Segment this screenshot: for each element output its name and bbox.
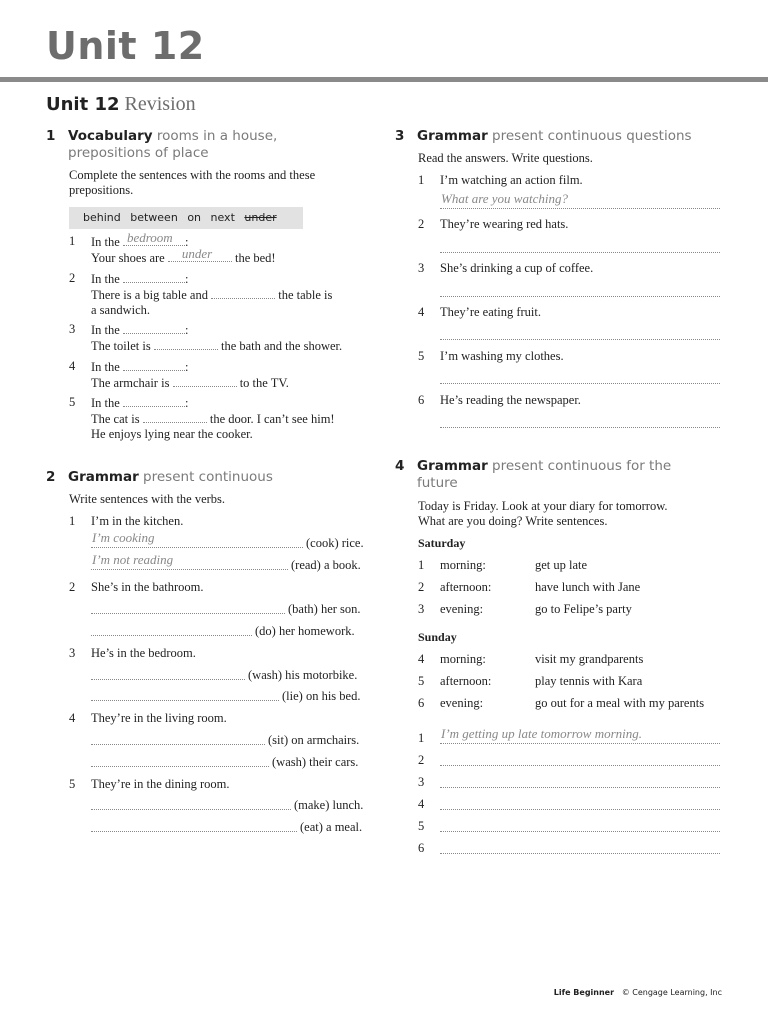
answer-blank[interactable] (123, 395, 185, 407)
answer-line[interactable] (91, 730, 265, 745)
diary-activity: go to Felipe’s party (535, 602, 632, 616)
answer-blank[interactable] (173, 375, 237, 387)
sentence-number: 6 (418, 841, 425, 855)
revision-label: Revision (124, 93, 196, 115)
ex4-instruction (418, 499, 668, 529)
ex4-heading (395, 458, 735, 492)
sentence-number: 3 (418, 775, 425, 789)
ex2-group-number: 4 (69, 711, 76, 725)
verb-cue: (wash) his motorbike. (248, 668, 358, 682)
colon: : (184, 396, 189, 410)
ex2-group-number: 1 (69, 514, 76, 528)
diary-time: morning: (440, 652, 486, 666)
diary-activity: visit my grandparents (535, 652, 644, 666)
sentence-line[interactable] (440, 817, 720, 832)
ex1-item-5 (91, 395, 335, 442)
ex3-answer-text: They’re eating fruit. (440, 305, 541, 319)
sentence-line[interactable] (440, 839, 720, 854)
diary-time: afternoon: (440, 580, 492, 594)
answer-line[interactable] (91, 552, 288, 570)
ex2-group-number: 2 (69, 580, 76, 594)
answer-blank[interactable] (168, 246, 232, 262)
sentence-part: the door. I can’t see him! (209, 412, 335, 426)
ex3-item-number: 5 (418, 349, 425, 363)
sentence-part: the table is (278, 288, 333, 302)
diary-time: evening: (440, 602, 484, 616)
diary-activity: have lunch with Jane (535, 580, 641, 594)
header-rule (0, 77, 768, 82)
ex1-instruction-2: prepositions. (69, 183, 134, 197)
word: on (187, 211, 202, 224)
verb-cue: (lie) on his bed. (282, 689, 361, 703)
ex3-number: 3 (395, 128, 405, 144)
ex1-kind: Vocabulary (68, 128, 153, 144)
sentence-number: 1 (418, 731, 425, 745)
verb-cue: (cook) rice. (306, 536, 364, 550)
ex3-item-number: 4 (418, 305, 425, 319)
ex3-topic: present continuous questions (492, 128, 692, 144)
sentence-number: 4 (418, 797, 425, 811)
footer (554, 988, 722, 997)
answer-line[interactable] (91, 530, 303, 548)
word-struck: under (244, 211, 277, 224)
diary-activity: play tennis with Kara (535, 674, 643, 688)
sentence-part: the bath and the shower. (220, 339, 343, 353)
sentence-line[interactable] (440, 773, 720, 788)
answer-blank[interactable] (123, 359, 185, 371)
diary-number: 6 (418, 696, 425, 710)
footer-copyright: © Cengage Learning, Inc (621, 988, 722, 997)
diary-time: evening: (440, 696, 484, 710)
word: behind (83, 211, 121, 224)
ex3-instruction: Read the answers. Write questions. (418, 151, 593, 165)
ex2-group-number: 5 (69, 777, 76, 791)
answer-line[interactable] (91, 665, 245, 680)
ex3-answer-text: I’m watching an action film. (440, 173, 583, 187)
ex1-item-2 (91, 271, 332, 318)
question-line[interactable] (440, 238, 720, 253)
ex4-instruction-1: Today is Friday. Look at your diary for tomorrow. (418, 499, 668, 513)
colon: : (184, 323, 189, 337)
sentence-line[interactable] (440, 751, 720, 766)
day-sunday: Sunday (418, 630, 457, 644)
ex4-topic-1: present continuous for the (492, 458, 672, 474)
in-the-label: In the (91, 360, 120, 374)
question-line[interactable] (440, 325, 720, 340)
verb-cue: (bath) her son. (288, 602, 361, 616)
answer-text: I’m getting up late tomorrow morning. (441, 726, 643, 741)
sentence-part: He enjoys lying near the cooker. (91, 427, 253, 441)
question-line[interactable] (440, 191, 720, 209)
answer-blank[interactable] (123, 322, 185, 334)
ex2-prompt: I’m in the kitchen. (91, 514, 184, 528)
diary-number: 5 (418, 674, 425, 688)
ex2-prompt: She’s in the bathroom. (91, 580, 204, 594)
sentence-part: The toilet is (91, 339, 151, 353)
ex3-answer-text: He’s reading the newspaper. (440, 393, 581, 407)
answer-line[interactable] (91, 795, 291, 810)
revision-unit: Unit 12 (46, 94, 120, 115)
sentence-line[interactable] (440, 795, 720, 810)
ex3-item-number: 6 (418, 393, 425, 407)
diary-number: 2 (418, 580, 425, 594)
ex1-instruction (69, 168, 315, 198)
answer-blank[interactable] (154, 338, 218, 350)
ex1-instruction-1: Complete the sentences with the rooms and these (69, 168, 316, 182)
question-line[interactable] (440, 282, 720, 297)
answer-text: bedroom (126, 230, 173, 245)
answer-line[interactable] (91, 621, 252, 636)
ex1-item-number: 4 (69, 359, 76, 373)
answer-text: under (181, 246, 213, 261)
verb-cue: (eat) a meal. (300, 820, 363, 834)
diary-activity: get up late (535, 558, 588, 572)
in-the-label: In the (91, 396, 120, 410)
page-title: Unit 12 (46, 24, 205, 68)
ex2-prompt: They’re in the living room. (91, 711, 227, 725)
diary-number: 3 (418, 602, 425, 616)
question-line[interactable] (440, 369, 720, 384)
ex1-item-number: 2 (69, 271, 76, 285)
colon: : (184, 360, 189, 374)
ex1-item-3 (91, 322, 342, 354)
ex3-answer-text: She’s drinking a cup of coffee. (440, 261, 594, 275)
diary-number: 1 (418, 558, 425, 572)
answer-blank[interactable] (211, 287, 275, 299)
sentence-line[interactable] (440, 726, 720, 744)
ex3-kind: Grammar (417, 128, 488, 144)
word: between (130, 211, 178, 224)
sentence-number: 2 (418, 753, 425, 767)
ex1-item-number: 3 (69, 322, 76, 336)
diary-activity: go out for a meal with my parents (535, 696, 705, 710)
ex2-prompt: They’re in the dining room. (91, 777, 230, 791)
answer-text: What are you watching? (441, 191, 568, 206)
ex4-kind: Grammar (417, 458, 488, 474)
ex3-item-number: 3 (418, 261, 425, 275)
answer-text: I’m not reading (92, 552, 174, 567)
sentence-part: The armchair is (91, 376, 170, 390)
word: next (210, 211, 235, 224)
ex2-number: 2 (46, 469, 56, 485)
ex4-number: 4 (395, 458, 405, 474)
ex3-item-number: 1 (418, 173, 425, 187)
ex2-instruction: Write sentences with the verbs. (69, 492, 226, 506)
revision-title (46, 93, 196, 116)
ex1-topic-2: prepositions of place (68, 145, 209, 161)
diary-time: morning: (440, 558, 486, 572)
verb-cue: (wash) their cars. (272, 755, 359, 769)
ex2-kind: Grammar (68, 469, 139, 485)
ex4-instruction-2: What are you doing? Write sentences. (418, 514, 608, 528)
ex2-group-number: 3 (69, 646, 76, 660)
in-the-label: In the (91, 235, 120, 249)
ex2-heading (46, 469, 366, 486)
sentence-part: The cat is (91, 412, 140, 426)
ex1-item-number: 1 (69, 234, 76, 248)
answer-blank[interactable] (143, 411, 207, 423)
ex2-topic: present continuous (143, 469, 273, 485)
ex1-item-1 (91, 230, 276, 266)
sentence-part: a sandwich. (91, 303, 151, 317)
answer-blank[interactable] (123, 271, 185, 283)
footer-book: Life Beginner (553, 988, 615, 997)
ex1-topic-1: rooms in a house, (156, 128, 278, 144)
day-saturday: Saturday (418, 536, 466, 550)
sentence-part: the bed! (234, 251, 276, 265)
diary-number: 4 (418, 652, 425, 666)
word-box (69, 207, 303, 229)
ex2-prompt: He’s in the bedroom. (91, 646, 196, 660)
ex1-item-4 (91, 359, 289, 391)
answer-line[interactable] (91, 599, 285, 614)
verb-cue: (read) a book. (291, 558, 361, 572)
colon: : (184, 272, 189, 286)
ex1-heading (46, 128, 366, 162)
ex1-item-number: 5 (69, 395, 76, 409)
diary-time: afternoon: (440, 674, 492, 688)
ex1-number: 1 (46, 128, 56, 144)
ex3-answer-text: They’re wearing red hats. (440, 217, 569, 231)
sentence-number: 5 (418, 819, 425, 833)
in-the-label: In the (91, 272, 120, 286)
ex3-answer-text: I’m washing my clothes. (440, 349, 564, 363)
answer-line[interactable] (91, 686, 279, 701)
ex3-item-number: 2 (418, 217, 425, 231)
ex3-heading (395, 128, 735, 145)
question-line[interactable] (440, 413, 720, 428)
sentence-part: to the TV. (239, 376, 289, 390)
sentence-part: There is a big table and (91, 288, 208, 302)
sentence-part: Your shoes are (91, 251, 165, 265)
colon: : (184, 235, 189, 249)
in-the-label: In the (91, 323, 120, 337)
answer-text: I’m cooking (92, 530, 155, 545)
answer-blank[interactable] (123, 230, 185, 246)
ex4-topic-2: future (417, 475, 458, 491)
verb-cue: (do) her homework. (255, 624, 355, 638)
verb-cue: (sit) on armchairs. (268, 733, 360, 747)
verb-cue: (make) lunch. (294, 798, 364, 812)
answer-line[interactable] (91, 752, 269, 767)
answer-line[interactable] (91, 817, 297, 832)
